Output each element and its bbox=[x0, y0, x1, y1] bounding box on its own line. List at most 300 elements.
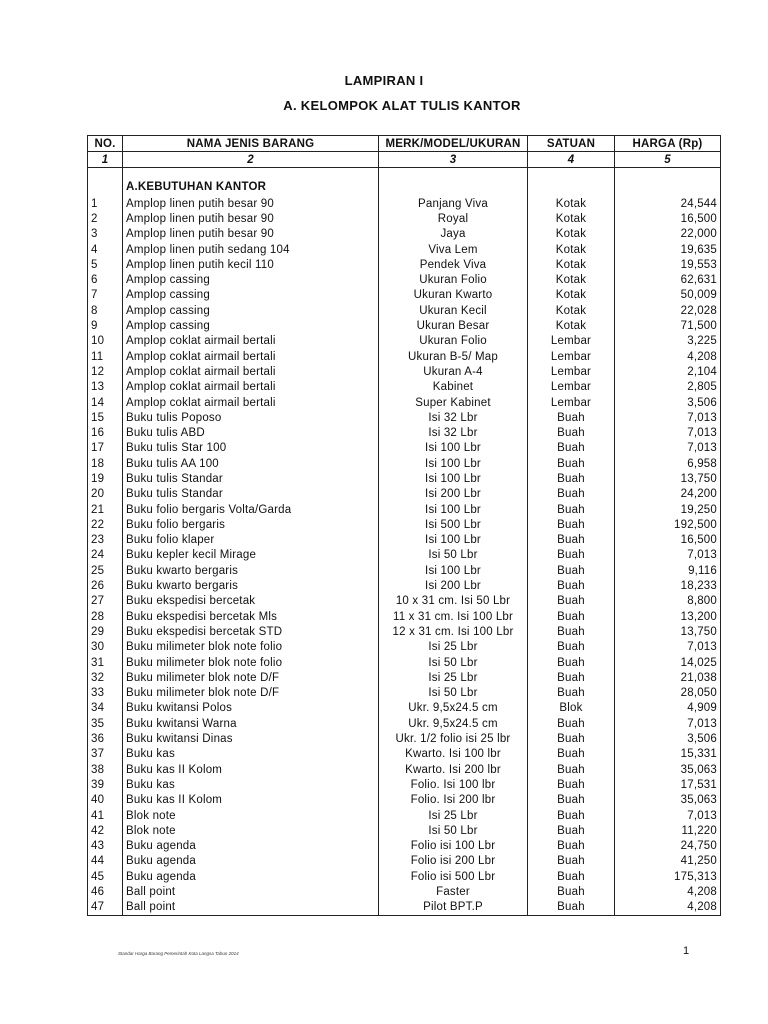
item-harga: 35,063 bbox=[615, 793, 721, 808]
table-row bbox=[88, 762, 721, 777]
item-no: 35 bbox=[88, 716, 123, 731]
item-name: Buku ekspedisi bercetak STD bbox=[123, 624, 379, 639]
item-merk: Isi 500 Lbr bbox=[379, 517, 528, 532]
item-harga: 22,028 bbox=[615, 303, 721, 318]
item-harga: 6,958 bbox=[615, 456, 721, 471]
item-no: 2 bbox=[88, 211, 123, 226]
item-no: 20 bbox=[88, 487, 123, 502]
item-name: Buku ekspedisi bercetak bbox=[123, 594, 379, 609]
item-merk: Pilot BPT.P bbox=[379, 900, 528, 916]
table-row bbox=[88, 808, 721, 823]
item-harga: 2,104 bbox=[615, 364, 721, 379]
item-no: 24 bbox=[88, 548, 123, 563]
table-row bbox=[88, 441, 721, 456]
item-name: Amplop coklat airmail bertali bbox=[123, 395, 379, 410]
table-row bbox=[88, 364, 721, 379]
item-no: 19 bbox=[88, 471, 123, 486]
item-satuan: Buah bbox=[528, 793, 615, 808]
item-satuan: Kotak bbox=[528, 318, 615, 333]
item-harga: 7,013 bbox=[615, 425, 721, 440]
item-name: Buku tulis Poposo bbox=[123, 410, 379, 425]
item-no: 10 bbox=[88, 334, 123, 349]
item-harga: 18,233 bbox=[615, 578, 721, 593]
item-name: Blok note bbox=[123, 808, 379, 823]
section-merk bbox=[379, 168, 528, 197]
item-harga: 35,063 bbox=[615, 762, 721, 777]
item-merk: Kwarto. Isi 200 lbr bbox=[379, 762, 528, 777]
item-no: 31 bbox=[88, 655, 123, 670]
item-no: 13 bbox=[88, 380, 123, 395]
item-merk: Kwarto. Isi 100 lbr bbox=[379, 747, 528, 762]
item-no: 33 bbox=[88, 686, 123, 701]
item-satuan: Buah bbox=[528, 686, 615, 701]
table-row bbox=[88, 838, 721, 853]
item-satuan: Buah bbox=[528, 563, 615, 578]
item-merk: Kabinet bbox=[379, 380, 528, 395]
item-merk: Panjang Viva bbox=[379, 196, 528, 211]
item-merk: Ukuran Besar bbox=[379, 318, 528, 333]
table-row bbox=[88, 272, 721, 287]
item-name: Buku folio bergaris bbox=[123, 517, 379, 532]
item-merk: Isi 200 Lbr bbox=[379, 578, 528, 593]
item-harga: 19,553 bbox=[615, 257, 721, 272]
item-harga: 13,750 bbox=[615, 471, 721, 486]
item-merk: Isi 50 Lbr bbox=[379, 548, 528, 563]
item-satuan: Buah bbox=[528, 502, 615, 517]
table-row bbox=[88, 884, 721, 899]
table-row bbox=[88, 410, 721, 425]
item-merk: Isi 50 Lbr bbox=[379, 686, 528, 701]
table-row bbox=[88, 456, 721, 471]
item-merk: Ukuran Kecil bbox=[379, 303, 528, 318]
table-row bbox=[88, 701, 721, 716]
item-name: Buku kwitansi Dinas bbox=[123, 731, 379, 746]
table-row bbox=[88, 670, 721, 685]
item-satuan: Buah bbox=[528, 640, 615, 655]
item-satuan: Lembar bbox=[528, 364, 615, 379]
table-row bbox=[88, 395, 721, 410]
item-merk: Pendek Viva bbox=[379, 257, 528, 272]
item-name: Buku milimeter blok note folio bbox=[123, 640, 379, 655]
item-no: 37 bbox=[88, 747, 123, 762]
table-row bbox=[88, 471, 721, 486]
table-row bbox=[88, 257, 721, 272]
item-merk: 10 x 31 cm. Isi 50 Lbr bbox=[379, 594, 528, 609]
item-name: Buku kwarto bergaris bbox=[123, 563, 379, 578]
colnum-3: 3 bbox=[379, 152, 528, 168]
item-name: Buku kas bbox=[123, 747, 379, 762]
item-satuan: Buah bbox=[528, 900, 615, 916]
column-number-row bbox=[88, 152, 721, 168]
item-satuan: Buah bbox=[528, 747, 615, 762]
item-name: Amplop linen putih sedang 104 bbox=[123, 242, 379, 257]
item-merk: Faster bbox=[379, 884, 528, 899]
item-name: Buku tulis ABD bbox=[123, 425, 379, 440]
item-harga: 175,313 bbox=[615, 869, 721, 884]
item-name: Buku tulis Standar bbox=[123, 471, 379, 486]
colnum-2: 2 bbox=[123, 152, 379, 168]
item-harga: 4,208 bbox=[615, 884, 721, 899]
item-no: 5 bbox=[88, 257, 123, 272]
item-name: Amplop cassing bbox=[123, 318, 379, 333]
item-harga: 9,116 bbox=[615, 563, 721, 578]
item-satuan: Buah bbox=[528, 609, 615, 624]
item-harga: 41,250 bbox=[615, 854, 721, 869]
item-merk: Ukuran Folio bbox=[379, 272, 528, 287]
item-merk: Ukuran A-4 bbox=[379, 364, 528, 379]
table-row bbox=[88, 793, 721, 808]
item-harga: 7,013 bbox=[615, 716, 721, 731]
item-merk: Folio isi 100 Lbr bbox=[379, 838, 528, 853]
item-satuan: Buah bbox=[528, 533, 615, 548]
item-merk: Isi 32 Lbr bbox=[379, 410, 528, 425]
item-merk: Folio isi 200 Lbr bbox=[379, 854, 528, 869]
item-no: 22 bbox=[88, 517, 123, 532]
table-row bbox=[88, 318, 721, 333]
item-satuan: Buah bbox=[528, 823, 615, 838]
table-row bbox=[88, 334, 721, 349]
item-no: 39 bbox=[88, 777, 123, 792]
item-name: Buku tulis Standar bbox=[123, 487, 379, 502]
table-row bbox=[88, 578, 721, 593]
item-satuan: Buah bbox=[528, 869, 615, 884]
header-merk: MERK/MODEL/UKURAN bbox=[379, 136, 528, 152]
item-harga: 3,506 bbox=[615, 731, 721, 746]
item-no: 28 bbox=[88, 609, 123, 624]
item-merk: Isi 50 Lbr bbox=[379, 655, 528, 670]
item-merk: Isi 32 Lbr bbox=[379, 425, 528, 440]
table-row bbox=[88, 548, 721, 563]
item-harga: 4,909 bbox=[615, 701, 721, 716]
item-no: 40 bbox=[88, 793, 123, 808]
item-harga: 21,038 bbox=[615, 670, 721, 685]
colnum-4: 4 bbox=[528, 152, 615, 168]
table-row bbox=[88, 655, 721, 670]
item-name: Buku kwarto bergaris bbox=[123, 578, 379, 593]
header-satuan: SATUAN bbox=[528, 136, 615, 152]
item-name: Buku milimeter blok note D/F bbox=[123, 670, 379, 685]
item-harga: 16,500 bbox=[615, 211, 721, 226]
section-no bbox=[88, 168, 123, 197]
item-merk: Ukuran Kwarto bbox=[379, 288, 528, 303]
section-row bbox=[88, 168, 721, 197]
footer-note: Standar Harga Barang Pemerintah Kota Langsa Tahun 2014 bbox=[118, 951, 239, 956]
item-satuan: Kotak bbox=[528, 196, 615, 211]
item-satuan: Buah bbox=[528, 854, 615, 869]
item-name: Amplop coklat airmail bertali bbox=[123, 380, 379, 395]
header-name: NAMA JENIS BARANG bbox=[123, 136, 379, 152]
colnum-1: 1 bbox=[88, 152, 123, 168]
item-no: 6 bbox=[88, 272, 123, 287]
item-no: 1 bbox=[88, 196, 123, 211]
item-harga: 7,013 bbox=[615, 441, 721, 456]
item-satuan: Buah bbox=[528, 517, 615, 532]
table-row bbox=[88, 517, 721, 532]
item-harga: 13,200 bbox=[615, 609, 721, 624]
section-satuan bbox=[528, 168, 615, 197]
item-merk: 11 x 31 cm. Isi 100 Lbr bbox=[379, 609, 528, 624]
item-satuan: Lembar bbox=[528, 334, 615, 349]
item-no: 17 bbox=[88, 441, 123, 456]
item-name: Buku agenda bbox=[123, 838, 379, 853]
section-harga bbox=[615, 168, 721, 197]
item-no: 44 bbox=[88, 854, 123, 869]
item-satuan: Kotak bbox=[528, 303, 615, 318]
table-row bbox=[88, 609, 721, 624]
item-satuan: Buah bbox=[528, 425, 615, 440]
item-merk: Isi 25 Lbr bbox=[379, 640, 528, 655]
table-row bbox=[88, 487, 721, 502]
item-satuan: Kotak bbox=[528, 211, 615, 226]
item-harga: 2,805 bbox=[615, 380, 721, 395]
item-harga: 28,050 bbox=[615, 686, 721, 701]
item-name: Buku milimeter blok note folio bbox=[123, 655, 379, 670]
item-satuan: Buah bbox=[528, 808, 615, 823]
item-satuan: Lembar bbox=[528, 380, 615, 395]
item-harga: 24,750 bbox=[615, 838, 721, 853]
item-harga: 71,500 bbox=[615, 318, 721, 333]
item-no: 46 bbox=[88, 884, 123, 899]
item-no: 34 bbox=[88, 701, 123, 716]
item-satuan: Lembar bbox=[528, 349, 615, 364]
item-harga: 22,000 bbox=[615, 227, 721, 242]
item-harga: 11,220 bbox=[615, 823, 721, 838]
item-name: Ball point bbox=[123, 884, 379, 899]
table-row bbox=[88, 777, 721, 792]
item-merk: Isi 100 Lbr bbox=[379, 502, 528, 517]
table-row bbox=[88, 502, 721, 517]
item-harga: 19,250 bbox=[615, 502, 721, 517]
item-satuan: Buah bbox=[528, 410, 615, 425]
table-row bbox=[88, 288, 721, 303]
item-name: Buku folio bergaris Volta/Garda bbox=[123, 502, 379, 517]
item-satuan: Buah bbox=[528, 624, 615, 639]
table-row bbox=[88, 211, 721, 226]
item-merk: Isi 100 Lbr bbox=[379, 441, 528, 456]
item-no: 18 bbox=[88, 456, 123, 471]
item-no: 42 bbox=[88, 823, 123, 838]
item-no: 9 bbox=[88, 318, 123, 333]
item-merk: Isi 200 Lbr bbox=[379, 487, 528, 502]
item-satuan: Blok bbox=[528, 701, 615, 716]
item-name: Buku kwitansi Warna bbox=[123, 716, 379, 731]
item-no: 23 bbox=[88, 533, 123, 548]
item-merk: Folio isi 500 Lbr bbox=[379, 869, 528, 884]
item-name: Amplop linen putih besar 90 bbox=[123, 227, 379, 242]
table-row bbox=[88, 380, 721, 395]
item-no: 45 bbox=[88, 869, 123, 884]
item-satuan: Buah bbox=[528, 716, 615, 731]
item-merk: Isi 100 Lbr bbox=[379, 471, 528, 486]
item-harga: 8,800 bbox=[615, 594, 721, 609]
item-no: 15 bbox=[88, 410, 123, 425]
item-merk: Viva Lem bbox=[379, 242, 528, 257]
table-row bbox=[88, 716, 721, 731]
item-satuan: Buah bbox=[528, 441, 615, 456]
item-harga: 14,025 bbox=[615, 655, 721, 670]
item-no: 21 bbox=[88, 502, 123, 517]
item-no: 41 bbox=[88, 808, 123, 823]
item-name: Blok note bbox=[123, 823, 379, 838]
item-satuan: Buah bbox=[528, 731, 615, 746]
item-merk: Folio. Isi 200 lbr bbox=[379, 793, 528, 808]
table-row bbox=[88, 823, 721, 838]
item-no: 29 bbox=[88, 624, 123, 639]
table-row bbox=[88, 686, 721, 701]
item-satuan: Buah bbox=[528, 884, 615, 899]
item-harga: 7,013 bbox=[615, 548, 721, 563]
item-no: 32 bbox=[88, 670, 123, 685]
table-row bbox=[88, 303, 721, 318]
item-name: Buku tulis Star 100 bbox=[123, 441, 379, 456]
item-satuan: Buah bbox=[528, 578, 615, 593]
item-no: 16 bbox=[88, 425, 123, 440]
item-no: 47 bbox=[88, 900, 123, 916]
item-merk: Ukuran B-5/ Map bbox=[379, 349, 528, 364]
item-merk: Isi 25 Lbr bbox=[379, 808, 528, 823]
item-satuan: Buah bbox=[528, 471, 615, 486]
table-row bbox=[88, 196, 721, 211]
table-row bbox=[88, 594, 721, 609]
header-no: NO. bbox=[88, 136, 123, 152]
item-harga: 7,013 bbox=[615, 808, 721, 823]
item-satuan: Buah bbox=[528, 548, 615, 563]
item-no: 43 bbox=[88, 838, 123, 853]
item-no: 4 bbox=[88, 242, 123, 257]
page-subtitle: A. KELOMPOK ALAT TULIS KANTOR bbox=[283, 98, 521, 113]
item-name: Buku agenda bbox=[123, 869, 379, 884]
item-name: Buku folio klaper bbox=[123, 533, 379, 548]
section-title: A.KEBUTUHAN KANTOR bbox=[123, 168, 379, 197]
item-satuan: Buah bbox=[528, 762, 615, 777]
item-name: Buku kwitansi Polos bbox=[123, 701, 379, 716]
item-no: 7 bbox=[88, 288, 123, 303]
item-no: 3 bbox=[88, 227, 123, 242]
item-harga: 17,531 bbox=[615, 777, 721, 792]
item-harga: 7,013 bbox=[615, 640, 721, 655]
price-table bbox=[87, 135, 721, 916]
item-merk: Isi 100 Lbr bbox=[379, 533, 528, 548]
item-satuan: Buah bbox=[528, 670, 615, 685]
item-no: 26 bbox=[88, 578, 123, 593]
header-row bbox=[88, 136, 721, 152]
item-harga: 16,500 bbox=[615, 533, 721, 548]
table-row bbox=[88, 900, 721, 916]
item-merk: Folio. Isi 100 lbr bbox=[379, 777, 528, 792]
item-no: 38 bbox=[88, 762, 123, 777]
item-satuan: Buah bbox=[528, 838, 615, 853]
item-merk: Ukr. 1/2 folio isi 25 lbr bbox=[379, 731, 528, 746]
item-no: 30 bbox=[88, 640, 123, 655]
item-satuan: Kotak bbox=[528, 227, 615, 242]
item-harga: 4,208 bbox=[615, 900, 721, 916]
item-satuan: Kotak bbox=[528, 272, 615, 287]
item-name: Amplop cassing bbox=[123, 272, 379, 287]
table-row bbox=[88, 563, 721, 578]
item-no: 36 bbox=[88, 731, 123, 746]
item-no: 8 bbox=[88, 303, 123, 318]
item-harga: 7,013 bbox=[615, 410, 721, 425]
colnum-5: 5 bbox=[615, 152, 721, 168]
item-name: Amplop coklat airmail bertali bbox=[123, 349, 379, 364]
item-no: 27 bbox=[88, 594, 123, 609]
item-harga: 62,631 bbox=[615, 272, 721, 287]
item-name: Ball point bbox=[123, 900, 379, 916]
header-harga: HARGA (Rp) bbox=[615, 136, 721, 152]
item-harga: 50,009 bbox=[615, 288, 721, 303]
item-harga: 24,200 bbox=[615, 487, 721, 502]
item-merk: Jaya bbox=[379, 227, 528, 242]
item-merk: Isi 25 Lbr bbox=[379, 670, 528, 685]
item-satuan: Buah bbox=[528, 655, 615, 670]
item-merk: Ukuran Folio bbox=[379, 334, 528, 349]
item-name: Amplop cassing bbox=[123, 288, 379, 303]
item-harga: 24,544 bbox=[615, 196, 721, 211]
item-satuan: Kotak bbox=[528, 257, 615, 272]
table-row bbox=[88, 425, 721, 440]
item-no: 14 bbox=[88, 395, 123, 410]
item-merk: Royal bbox=[379, 211, 528, 226]
table-row bbox=[88, 349, 721, 364]
item-no: 12 bbox=[88, 364, 123, 379]
item-name: Amplop coklat airmail bertali bbox=[123, 364, 379, 379]
item-harga: 4,208 bbox=[615, 349, 721, 364]
item-merk: Super Kabinet bbox=[379, 395, 528, 410]
table-row bbox=[88, 624, 721, 639]
item-satuan: Buah bbox=[528, 594, 615, 609]
table-row bbox=[88, 227, 721, 242]
item-name: Amplop cassing bbox=[123, 303, 379, 318]
item-merk: Ukr. 9,5x24.5 cm bbox=[379, 716, 528, 731]
table-row bbox=[88, 533, 721, 548]
item-satuan: Buah bbox=[528, 487, 615, 502]
table-row bbox=[88, 747, 721, 762]
item-harga: 3,506 bbox=[615, 395, 721, 410]
item-merk: Ukr. 9,5x24.5 cm bbox=[379, 701, 528, 716]
item-harga: 13,750 bbox=[615, 624, 721, 639]
item-name: Buku agenda bbox=[123, 854, 379, 869]
item-name: Amplop coklat airmail bertali bbox=[123, 334, 379, 349]
page-title: LAMPIRAN I bbox=[344, 73, 424, 88]
table-row bbox=[88, 731, 721, 746]
item-merk: Isi 100 Lbr bbox=[379, 563, 528, 578]
item-name: Amplop linen putih besar 90 bbox=[123, 211, 379, 226]
item-name: Buku kas bbox=[123, 777, 379, 792]
item-no: 25 bbox=[88, 563, 123, 578]
item-name: Buku ekspedisi bercetak Mls bbox=[123, 609, 379, 624]
item-harga: 15,331 bbox=[615, 747, 721, 762]
item-name: Buku kas II Kolom bbox=[123, 793, 379, 808]
item-satuan: Lembar bbox=[528, 395, 615, 410]
item-name: Buku milimeter blok note D/F bbox=[123, 686, 379, 701]
item-merk: Isi 100 Lbr bbox=[379, 456, 528, 471]
item-merk: 12 x 31 cm. Isi 100 Lbr bbox=[379, 624, 528, 639]
item-name: Amplop linen putih besar 90 bbox=[123, 196, 379, 211]
item-name: Buku kas II Kolom bbox=[123, 762, 379, 777]
page-number: 1 bbox=[683, 945, 690, 957]
item-name: Buku tulis AA 100 bbox=[123, 456, 379, 471]
table-row bbox=[88, 869, 721, 884]
item-satuan: Buah bbox=[528, 456, 615, 471]
table-row bbox=[88, 242, 721, 257]
item-no: 11 bbox=[88, 349, 123, 364]
item-satuan: Kotak bbox=[528, 242, 615, 257]
item-name: Buku kepler kecil Mirage bbox=[123, 548, 379, 563]
item-satuan: Buah bbox=[528, 777, 615, 792]
item-name: Amplop linen putih kecil 110 bbox=[123, 257, 379, 272]
table-row bbox=[88, 640, 721, 655]
item-harga: 19,635 bbox=[615, 242, 721, 257]
